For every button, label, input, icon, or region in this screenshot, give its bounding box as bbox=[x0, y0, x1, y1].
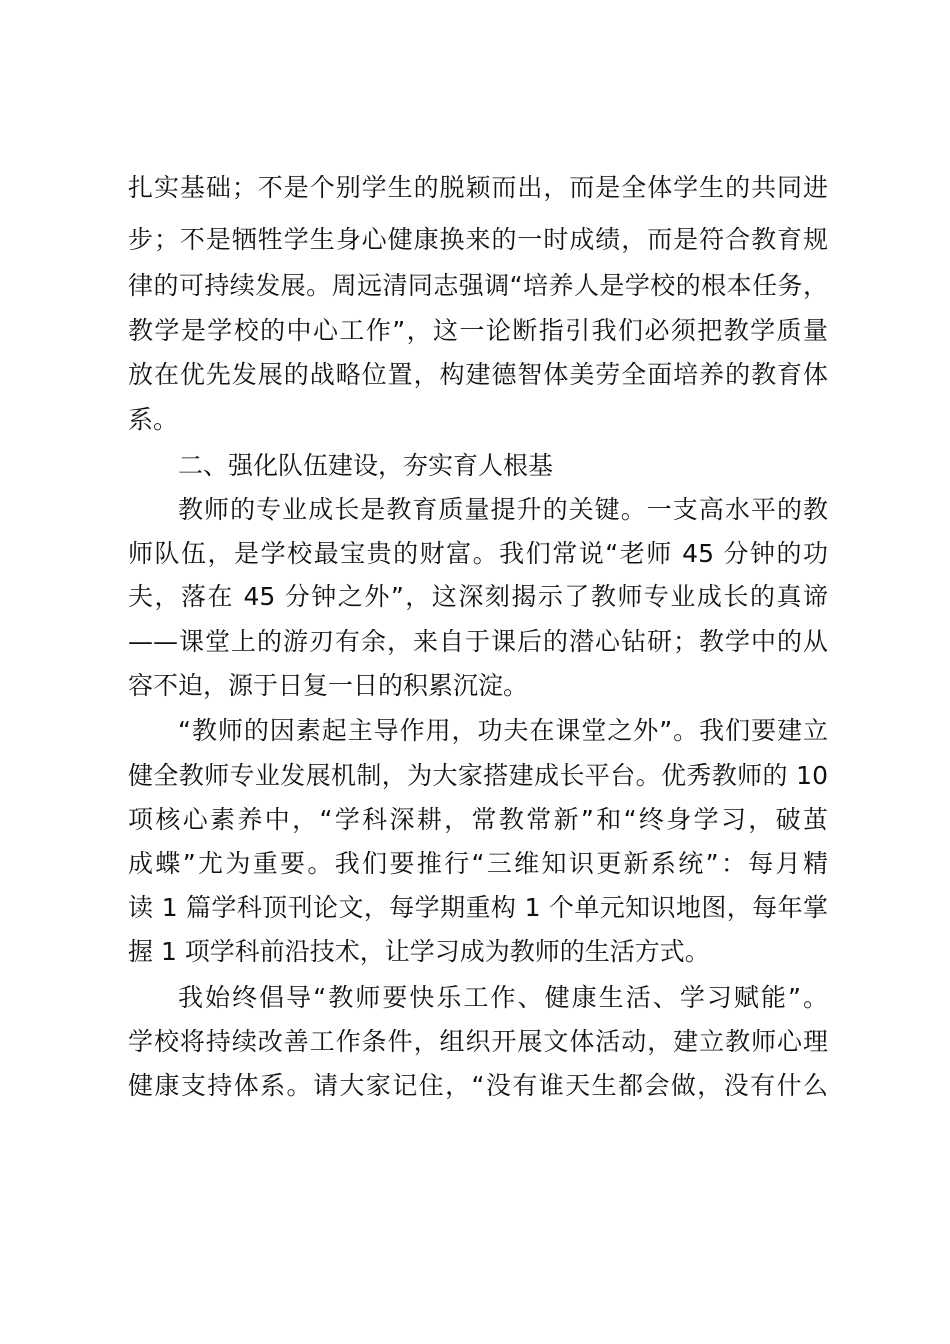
paragraph-line: 健康支持体系。请大家记住，“没有谁天生都会做，没有什么 bbox=[128, 1071, 828, 1100]
paragraph-line: 教学是学校的中心工作”，这一论断指引我们必须把教学质量 bbox=[128, 316, 828, 345]
paragraph-line: 项核心素养中，“学科深耕，常教常新”和“终身学习，破茧 bbox=[128, 805, 828, 834]
section-heading: 二、强化队伍建设，夯实育人根基 bbox=[178, 451, 554, 480]
paragraph-line: 握 1 项学科前沿技术，让学习成为教师的生活方式。 bbox=[128, 937, 710, 966]
paragraph-line: ——课堂上的游刃有余，来自于课后的潜心钻研；教学中的从 bbox=[128, 627, 828, 656]
paragraph-line: 健全教师专业发展机制，为大家搭建成长平台。优秀教师的 10 bbox=[128, 761, 828, 790]
paragraph-line: 系。 bbox=[128, 405, 179, 434]
paragraph-line: 学校将持续改善工作条件，组织开展文体活动，建立教师心理 bbox=[128, 1027, 828, 1056]
paragraph-line: 读 1 篇学科顶刊论文，每学期重构 1 个单元知识地图，每年掌 bbox=[128, 893, 828, 922]
paragraph-line: 容不迫，源于日复一日的积累沉淀。 bbox=[128, 671, 529, 700]
paragraph-line: 我始终倡导“教师要快乐工作、健康生活、学习赋能”。 bbox=[178, 983, 828, 1012]
paragraph-line: 放在优先发展的战略位置，构建德智体美劳全面培养的教育体 bbox=[128, 360, 828, 389]
paragraph-line: 师队伍，是学校最宝贵的财富。我们常说“老师 45 分钟的功 bbox=[128, 539, 828, 568]
paragraph-line: 教师的专业成长是教育质量提升的关键。一支高水平的教 bbox=[178, 495, 828, 524]
paragraph-line: 夫，落在 45 分钟之外”，这深刻揭示了教师专业成长的真谛 bbox=[128, 582, 828, 611]
paragraph-line: 成蝶”尤为重要。我们要推行“三维知识更新系统”：每月精 bbox=[128, 849, 828, 878]
paragraph-line: 步；不是牺牲学生身心健康换来的一时成绩，而是符合教育规 bbox=[128, 225, 828, 254]
paragraph-line: 扎实基础；不是个别学生的脱颖而出，而是全体学生的共同进 bbox=[128, 173, 828, 202]
paragraph-line: “教师的因素起主导作用，功夫在课堂之外”。我们要建立 bbox=[178, 716, 828, 745]
paragraph-line: 律的可持续发展。周远清同志强调“培养人是学校的根本任务， bbox=[128, 271, 828, 300]
